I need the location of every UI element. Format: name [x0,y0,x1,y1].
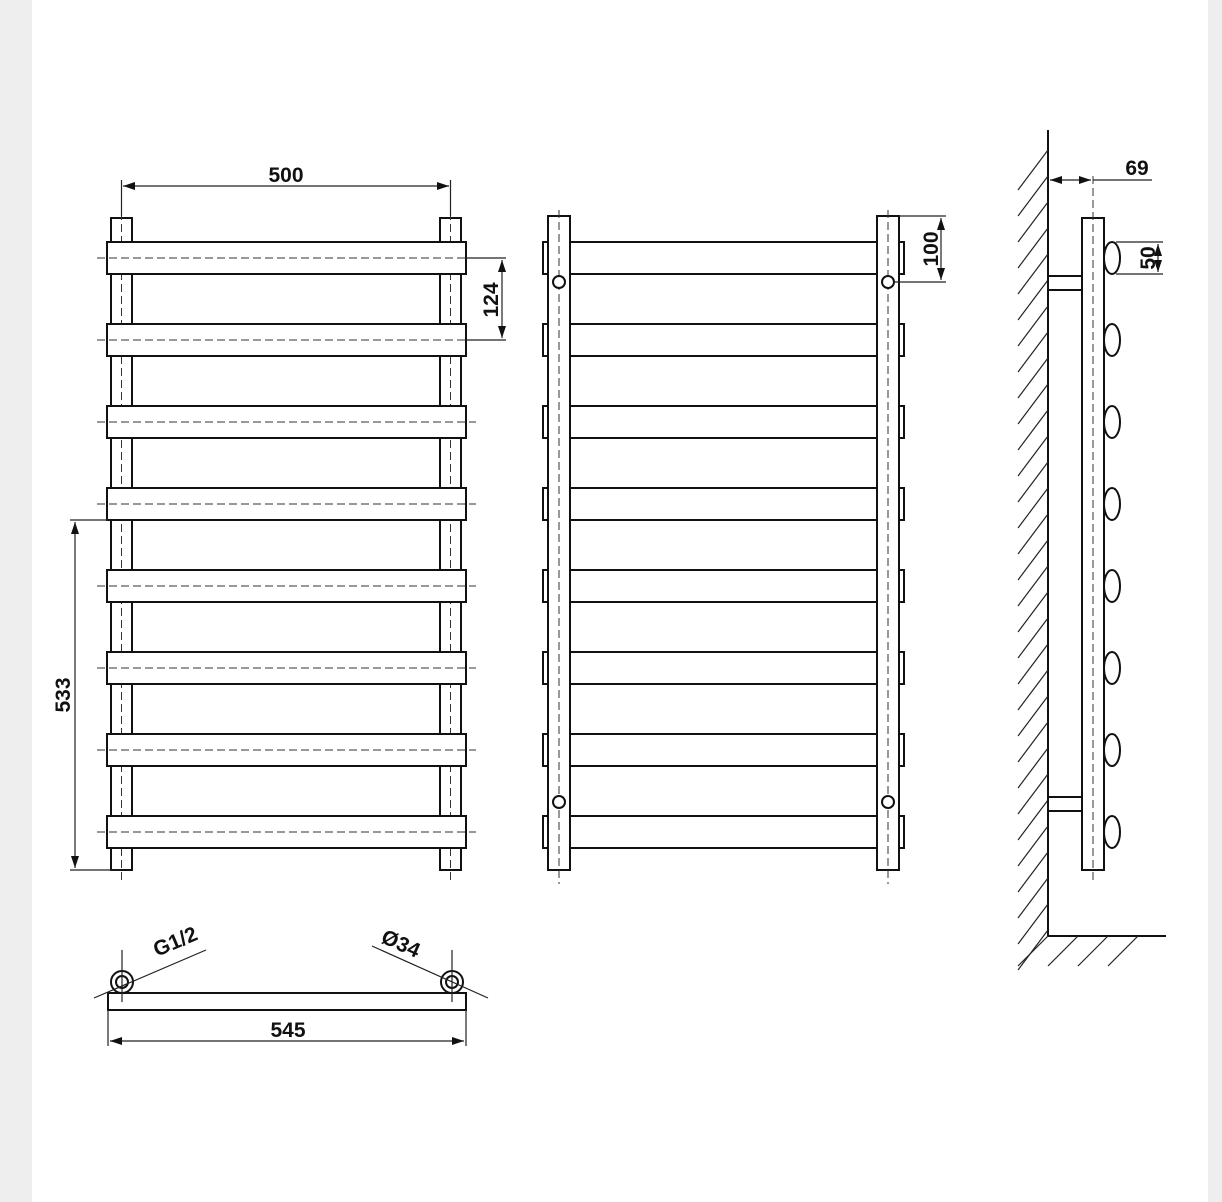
wall-bracket-top [1048,276,1082,290]
rear-left-upright [548,216,570,870]
side-crossbar-section [1104,652,1120,684]
rear-crossbar [570,488,877,520]
side-crossbar-section [1104,570,1120,602]
hatch-line [1018,280,1048,320]
hatch-line [1018,202,1048,242]
floor-hatching [1018,936,1138,966]
hatch-line [1078,936,1108,966]
hatch-line [1018,644,1048,684]
hatch-line [1018,488,1048,528]
hatch-line [1018,150,1048,190]
mount-hole [882,796,894,808]
hatch-line [1018,358,1048,398]
rear-crossbar [570,652,877,684]
hatch-line [1018,852,1048,892]
hatch-line [1018,904,1048,944]
rear-view [543,210,946,884]
hatch-line [1108,936,1138,966]
rear-crossbars [570,242,877,848]
leader-thread [94,950,206,998]
hatch-line [1018,936,1048,966]
hatch-line [1018,748,1048,788]
hatch-line [1048,936,1078,966]
front-view [52,164,506,884]
rear-right-upright [877,216,899,870]
hatch-line [1018,462,1048,502]
dim-pitch-124: 124 [480,282,503,318]
side-crossbar-section [1104,324,1120,356]
hatch-line [1018,176,1048,216]
hatch-line [1018,384,1048,424]
side-view [1018,130,1166,970]
dim-bar-depth-50: 50 [1137,246,1160,270]
dim-height-533: 533 [52,677,75,713]
leader-diameter [372,946,488,998]
label-diameter-34: Ø34 [377,925,424,963]
hatch-line [1018,514,1048,554]
front-crossbars [97,242,476,848]
rear-crossbar [570,324,877,356]
hatch-line [1018,670,1048,710]
hatch-line [1018,566,1048,606]
hatch-line [1018,774,1048,814]
hatch-line [1018,696,1048,736]
side-crossbar-sections [1104,242,1120,848]
side-crossbar-section [1104,242,1120,274]
side-crossbar-section [1104,488,1120,520]
rear-crossbar [570,242,877,274]
bottom-bar [108,993,466,1010]
mount-hole [882,276,894,288]
hatch-line [1018,254,1048,294]
mount-hole [553,796,565,808]
rear-crossbar [570,570,877,602]
hatch-line [1018,878,1048,918]
hatch-line [1018,228,1048,268]
dim-offset-100: 100 [920,231,943,267]
dim-wall-gap-69: 69 [1125,157,1149,180]
dim-width-500: 500 [268,164,304,187]
hatch-line [1018,800,1048,840]
hatch-line [1018,540,1048,580]
rear-crossbar [570,406,877,438]
side-crossbar-section [1104,734,1120,766]
bottom-view [94,923,488,1046]
hatch-line [1018,410,1048,450]
wall-bracket-bottom [1048,797,1082,811]
hatch-line [1018,306,1048,346]
hatch-line [1018,618,1048,658]
side-crossbar-section [1104,406,1120,438]
hatch-line [1018,436,1048,476]
hatch-line [1018,592,1048,632]
hatch-line [1018,332,1048,372]
dim-overall-545: 545 [270,1019,306,1042]
mount-hole [553,276,565,288]
side-crossbar-section [1104,816,1120,848]
wall-hatching [1018,150,1048,970]
hatch-line [1018,930,1048,970]
rear-crossbar [570,816,877,848]
label-thread-g12: G1/2 [150,922,201,962]
hatch-line [1018,722,1048,762]
hatch-line [1018,826,1048,866]
rear-crossbar [570,734,877,766]
